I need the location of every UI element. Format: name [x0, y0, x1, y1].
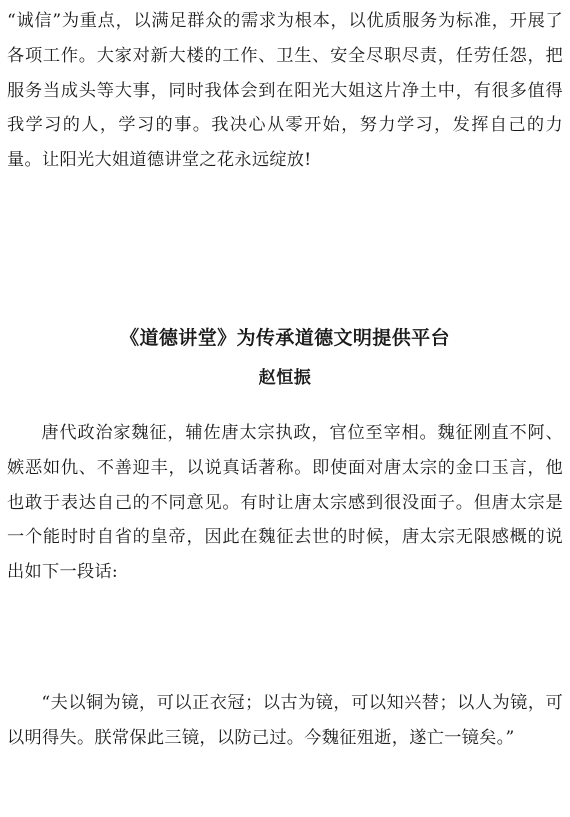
article-title: 《道德讲堂》为传承道德文明提供平台 — [120, 327, 450, 349]
quote-paragraph: “夫以铜为镜，可以正衣冠；以古为镜，可以知兴替；以人为镜，可以明得失。朕常保此三镜，以防己过。今魏征殂逝，遂亡一镜矣。” — [7, 693, 563, 748]
article-author: 赵恒振 — [258, 368, 312, 388]
body-paragraph: 唐代政治家魏征，辅佐唐太宗执政，官位至宰相。魏征刚直不阿、嫉恶如仇、不善迎丰，以说真话著称。即使面对唐太宗的金口玉言，他也敢于表达自己的不同意见。有时让唐太宗感到很没面子。但唐太宗是一个能时时自省的皇帝，因此在魏征去世的时候，唐太宗无限感概的说出如下一段话: — [7, 423, 563, 583]
intro-paragraph: “诚信”为重点，以满足群众的需求为根本，以优质服务为标准，开展了各项工作。大家对新大楼的工作、卫生、安全尽职尽责，任劳任怨，把服务当成头等大事，同时我体会到在阳光大姐这片净土中，有很多值得我学习的人，学习的事。我决心从零开始，努力学习，发挥自己的力量。让阳光大姐道德讲堂之花永远绽放! — [7, 11, 563, 171]
